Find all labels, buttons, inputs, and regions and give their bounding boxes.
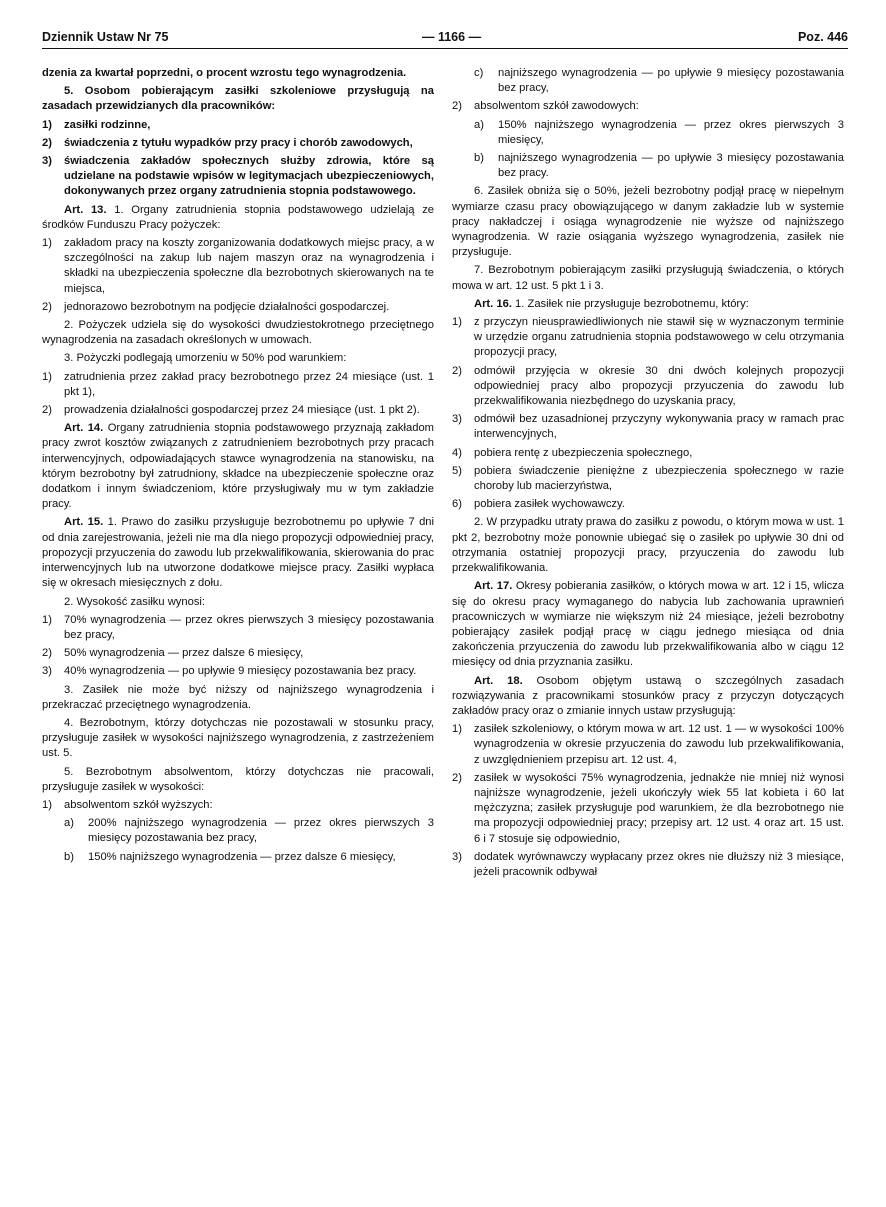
list-item <box>452 771 844 847</box>
list-number: c) <box>474 67 484 79</box>
article-number: Art. 16. <box>474 297 512 310</box>
paragraph <box>42 318 434 348</box>
list-item <box>42 403 434 418</box>
list-number: 2) <box>452 771 462 784</box>
list-item <box>42 300 434 315</box>
list-number: 4) <box>452 446 462 459</box>
paragraph <box>452 297 844 312</box>
right-column <box>452 66 844 883</box>
text: świadczenia z tytułu wypadków przy pracy i chorób zawodowych, <box>64 136 413 149</box>
list-number: 1) <box>452 316 462 329</box>
text: 2. Pożyczek udziela się do wysokości dwudziestokrotnego przeciętnego wynagrodzenia na zasadach określonych w umowach. <box>42 319 434 347</box>
text: 5. Bezrobotnym absolwentom, którzy dotychczas nie pracowali, przysługuje zasiłek w wysokości: <box>42 765 434 793</box>
text: 3. Pożyczki podlegają umorzeniu w 50% pod warunkiem: <box>64 352 347 365</box>
list-item <box>42 154 434 200</box>
paragraph <box>42 683 434 713</box>
list-number: 3) <box>452 850 462 863</box>
text: zatrudnienia przez zakład pracy bezrobotnego przez 24 miesiące (ust. 1 pkt 1), <box>64 370 434 398</box>
text: jednorazowo bezrobotnym na podjęcie działalności gospodarczej. <box>64 300 390 313</box>
text: odmówił bez uzasadnionej przyczyny wykonywania pracy w ramach prac interwencyjnych, <box>474 413 844 441</box>
text: 150% najniższego wynagrodzenia — przez okres pierwszych 3 miesięcy, <box>498 118 844 146</box>
list-item <box>42 370 434 400</box>
paragraph <box>42 84 434 114</box>
text: 4. Bezrobotnym, którzy dotychczas nie pozostawali w stosunku pracy, przysługuje zasiłek w wysokości najniższego wynagrodzenia, z zastrzeżeniem ust. 5. <box>42 716 434 760</box>
paragraph <box>42 351 434 366</box>
list-number: 1) <box>452 723 462 736</box>
paragraph <box>452 674 844 720</box>
article-number: Art. 18. <box>474 674 523 687</box>
text: 6. Zasiłek obniża się o 50%, jeżeli bezrobotny podjął pracę w niepełnym wymiarze czasu pracy obowiązującego w danym zakładzie lub w systemie pracy nakładczej i osiąga wynagrodzenie nie wyższe od najniższego wynagrodzenia. W razie osiągania wyższego wynagrodzenia, zasiłek nie przysługuje. <box>452 185 844 259</box>
paragraph <box>42 765 434 795</box>
list-number: 1) <box>42 798 52 811</box>
list-number: b) <box>64 850 74 863</box>
list-item <box>452 412 844 442</box>
text: dodatek wyrównawczy wypłacany przez okres nie dłuższy niż 3 miesiące, jeżeli pracownik odbywał <box>474 850 844 878</box>
list-number: b) <box>474 152 484 165</box>
paragraph <box>42 66 434 81</box>
list-item <box>42 664 434 679</box>
list-item <box>452 497 844 512</box>
list-item <box>42 798 434 813</box>
list-item <box>452 446 844 461</box>
text: pobiera rentę z ubezpieczenia społecznego, <box>474 446 693 459</box>
text: zasiłek w wysokości 75% wynagrodzenia, jednakże nie mniej niż wynosi najniższe wynagrodzenie, jeżeli ukończyły wiek 55 lat kobieta i 60 lat mężczyzna; zasiłek przysługuje pod warunkiem, że dla bezrobotnego nie ma propozycji odpowiedniej pracy; przepisy art. 12 ust. 4 oraz art. 15 ust. 6 i 7 stosuje się odpowiednio, <box>474 771 844 845</box>
text: najniższego wynagrodzenia — po upływie 3 miesięcy pozostawania bez pracy. <box>498 152 844 180</box>
list-item <box>452 99 844 114</box>
text: 50% wynagrodzenia — przez dalsze 6 miesięcy, <box>64 647 304 660</box>
list-number: 3) <box>42 155 52 168</box>
list-item <box>42 613 434 643</box>
list-number: 2) <box>42 647 52 660</box>
sub-list-item <box>452 151 844 181</box>
list-number: 2) <box>42 300 52 313</box>
position-number: Poz. 446 <box>797 30 848 44</box>
list-number: 2) <box>452 100 462 113</box>
journal-title: Dziennik Ustaw Nr 75 <box>42 30 169 44</box>
paragraph <box>42 421 434 512</box>
text: pobiera zasiłek wychowawczy. <box>474 498 625 511</box>
sub-list-item <box>452 118 844 148</box>
list-item <box>452 722 844 768</box>
text: 40% wynagrodzenia — po upływie 9 miesięcy pozostawania bez pracy. <box>64 665 417 678</box>
text: zakładom pracy na koszty zorganizowania dodatkowych miejsc pracy, a w szczególności na zakup lub najem maszyn oraz na wynagrodzenia i składki na ubezpieczenia społeczne dla bezrobotnych skierowanych na te miejsca, <box>64 237 434 295</box>
list-number: 3) <box>452 413 462 426</box>
text: 150% najniższego wynagrodzenia — przez dalsze 6 miesięcy, <box>88 850 396 863</box>
list-number: 2) <box>42 136 52 149</box>
paragraph <box>42 515 434 591</box>
list-item <box>42 118 434 133</box>
text: 2. Wysokość zasiłku wynosi: <box>64 595 206 608</box>
article-number: Art. 17. <box>474 580 513 593</box>
text: pobiera świadczenie pieniężne z ubezpieczenia społecznego w razie choroby lub macierzyństwa, <box>474 464 844 493</box>
text: prowadzenia działalności gospodarczej przez 24 miesiące (ust. 1 pkt 2). <box>64 404 420 417</box>
list-number: 2) <box>42 404 52 417</box>
page-header <box>42 30 848 48</box>
list-number: 6) <box>452 498 462 511</box>
text: najniższego wynagrodzenia — po upływie 9 miesięcy pozostawania bez pracy, <box>498 67 844 95</box>
text: 1. Prawo do zasiłku przysługuje bezrobotnemu po upływie 7 dni od dnia zarejestrowania, jeżeli nie ma dla niego propozycji odpowiedniej pracy, propozycji przyuczenia do zawodu lub przekwalifikowania, skierowania do prac interwencyjnych lub na utworzone dodatkowe miejsce pracy. Zasiłki wypłaca się w okresach miesięcznych z dołu. <box>42 516 435 590</box>
paragraph <box>452 515 844 576</box>
sub-list-item <box>42 816 434 846</box>
paragraph <box>42 595 434 610</box>
text: 2. W przypadku utraty prawa do zasiłku z powodu, o którym mowa w ust. 1 pkt 2, bezrobotny może ponownie ubiegać się o zasiłek po upływie 30 dni od otrzymania ostatniej propozycji pracy, przyuczenia do zawodu lub przekwalifikowania. <box>452 516 844 575</box>
paragraph <box>42 716 434 762</box>
text: 1. Organy zatrudnienia stopnia podstawowego udzielają ze środków Funduszu Pracy pożyczek: <box>42 203 435 231</box>
list-number: 1) <box>42 237 52 250</box>
text: 1. Zasiłek nie przysługuje bezrobotnemu, który: <box>515 297 749 310</box>
sub-list-item <box>452 66 844 96</box>
list-item <box>42 136 434 151</box>
article-number: Art. 14. <box>64 422 104 435</box>
list-item <box>452 364 844 410</box>
paragraph <box>42 203 434 233</box>
list-item <box>452 850 844 880</box>
list-number: 3) <box>42 665 52 678</box>
text: z przyczyn nieusprawiedliwionych nie stawił się w wyznaczonym terminie w urzędzie organu zatrudnienia stopnia podstawowego w celu otrzymania propozycji pracy, <box>474 316 844 359</box>
text: Organy zatrudnienia stopnia podstawowego przyznają zakładom pracy zwrot kosztów związanych z zatrudnieniem bezrobotnych przy pracach interwencyjnych, odpowiadających stawce wynagrodzenia na stanowisku, na którym bezrobotny był zatrudniony, składce na ubezpieczenie społeczne oraz dodatkom i innym świadczeniom, które przysługiwały mu w tym zakładzie pracy. <box>42 422 434 511</box>
left-column <box>42 66 434 868</box>
list-item <box>42 646 434 661</box>
list-number: 1) <box>42 370 52 383</box>
text: absolwentom szkół wyższych: <box>64 798 213 811</box>
text: Okresy pobierania zasiłków, o których mowa w art. 12 i 15, wlicza się do okresu pracy wymaganego do nabycia lub zachowania uprawnień pracowniczych w wymiarze nie większym niż 24 miesiące, jeżeli bezrobotny pobierający zasiłek podjął pracę w ciągu jednego miesiąca od dnia zakończenia przyuczenia do zawodu lub przekwalifikowania albo w ciągu 12 miesięcy od dnia przyznania zasiłku. <box>452 580 844 669</box>
list-item <box>42 236 434 297</box>
text: Osobom objętym ustawą o szczególnych zasadach rozwiązywania z pracownikami stosunków pracy z przyczyn dotyczących zakładów pracy oraz o zmianie innych ustaw przysługują: <box>452 674 844 717</box>
text: 3. Zasiłek nie może być niższy od najniższego wynagrodzenia i przekraczać przeciętnego wynagrodzenia. <box>42 683 434 711</box>
text: zasiłki rodzinne, <box>64 118 151 131</box>
text: 200% najniższego wynagrodzenia — przez okres pierwszych 3 miesięcy pozostawania bez pracy, <box>88 817 434 845</box>
list-number: 5) <box>452 464 462 477</box>
paragraph <box>452 579 844 670</box>
text: absolwentom szkół zawodowych: <box>474 100 639 113</box>
text: dzenia za kwartał poprzedni, o procent wzrostu tego wynagrodzenia. <box>42 67 407 79</box>
list-number: 2) <box>452 364 462 377</box>
article-number: Art. 15. <box>64 516 104 529</box>
text: 7. Bezrobotnym pobierającym zasiłki przysługują świadczenia, o których mowa w art. 12 ust. 5 pkt 1 i 3. <box>452 264 844 292</box>
paragraph <box>452 263 844 293</box>
paragraph <box>452 184 844 260</box>
list-number: a) <box>64 817 74 830</box>
list-item <box>452 464 844 494</box>
article-number: Art. 13. <box>64 203 107 216</box>
text: odmówił przyjęcia w okresie 30 dni dwóch kolejnych propozycji odpowiedniej pracy albo propozycji przyuczenia do zawodu lub przekwalifikowania niezbędnego do uzyskania pracy, <box>474 364 844 408</box>
list-number: a) <box>474 118 484 131</box>
text: 5. Osobom pobierającym zasiłki szkoleniowe przysługują na zasadach przewidzianych dla pracowników: <box>42 85 434 113</box>
list-number: 1) <box>42 613 52 626</box>
sub-list-item <box>42 850 434 865</box>
list-number: 1) <box>42 118 52 131</box>
header-rule <box>42 48 848 49</box>
list-item <box>452 315 844 361</box>
page-number: — 1166 — <box>422 30 482 44</box>
text: świadczenia zakładów społecznych służby zdrowia, które są udzielane na podstawie wpisów w legitymacjach ubezpieczeniowych, dokonywanych przez organy zatrudnienia stopnia podstawowego. <box>64 155 434 198</box>
text: 70% wynagrodzenia — przez okres pierwszych 3 miesięcy pozostawania bez pracy, <box>64 613 434 641</box>
text: zasiłek szkoleniowy, o którym mowa w art. 12 ust. 1 — w wysokości 100% wynagrodzenia w okresie przyuczenia do zawodu lub przekwalifikowania, z uwzględnieniem przepisu art. 12 ust. 4, <box>474 723 844 766</box>
